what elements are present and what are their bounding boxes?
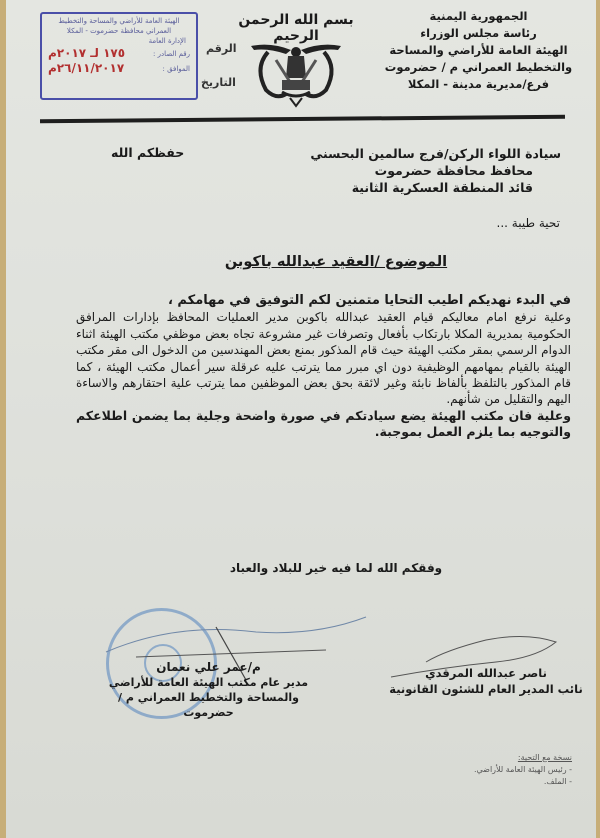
director-title-1: مدير عام مكتب الهيئة العامة للأراضي [108, 676, 309, 689]
header-divider [40, 115, 565, 124]
letterhead-line-3: الهيئة العامة للأراضي والمساحة [389, 43, 568, 57]
subject-line: الموضوع /العقيد عبدالله باكوبن [224, 254, 448, 270]
letter-page [6, 0, 596, 838]
closing-line: وفقكم الله لما فيه خير للبلاد والعباد [229, 561, 443, 575]
deputy-name: ناصر عبدالله المرقدي [425, 666, 547, 680]
addressee-block [261, 145, 561, 196]
addressee-line-1: سيادة اللواء الركن/فرج سالمين البحسني [310, 146, 561, 161]
signature-block-deputy [386, 665, 586, 697]
date-label: التاريخ [201, 76, 236, 89]
stamp-date-value: ٢٦/١١/٢٠١٧م [48, 61, 125, 75]
letterhead-line-4: والتخطيط العمراني م / حضرموت [384, 60, 573, 74]
basmala: بسم الله الرحمن الرحيم [238, 12, 354, 44]
stamp-line-3: الإدارة العامة [148, 37, 186, 45]
deputy-title: نائب المدير العام للشئون القانونية [389, 682, 583, 696]
honorific: حفظكم الله [111, 145, 185, 160]
copies-item-1: - رئيس الهيئة العامة للأراضي. [473, 765, 572, 774]
body-paragraph-2: وعلية فان مكتب الهيئة يضع سيادتكم في صورة واضحة وجلية بما يضمن اطلاعكم والتوجيه بما يلزم العمل بموجبة. [76, 407, 571, 440]
copies-item-2: - الملف. [543, 777, 572, 786]
director-title-2: والمساحة والتخطيط العمراني م / حضرموت [118, 691, 299, 719]
letterhead-line-1: الجمهورية اليمنية [429, 9, 528, 23]
copies-list [432, 752, 572, 788]
stamp-issued-label: رقم الصادر : [153, 49, 190, 58]
body-opening: في البدء نهديكم اطيب التحايا متمنين لكم التوفيق في مهامكم ، [167, 293, 571, 308]
yemen-emblem-icon [246, 38, 346, 108]
director-name: م/عمر علي نعمان [156, 660, 261, 674]
letterhead-line-5: فرع/مديرية مدينة - المكلا [407, 77, 550, 91]
letter-body [76, 293, 571, 441]
stamp-date-label: الموافق : [162, 64, 190, 73]
greeting: تحية طيبة ... [496, 216, 560, 230]
reference-number-label: الرقم [206, 42, 237, 55]
letterhead-block [381, 8, 576, 93]
registry-stamp [40, 12, 198, 100]
body-paragraph-1: وعلية نرفع امام معاليكم قيام العقيد عبدالله باكوبن مدير العمليات المحافظ بإدارات المرافق الحكومية بمديرية المكلا بارتكاب بأفعال وتصرفات غير مشروعة تجاه بعض موظفي مكتب الهيئة اثناء الدوام الرسمي بمقر مكتب الهيئة حيث قام المذكور بمنع بعض المهندسين من الدخول الى مقر مكتب الهيئة بالقيام بمهامهم الوظيفية دون اي مبرر مما يترتب عليه عرقلة سير أعمال مكتب الهيئة ، كما قام المذكور بالتلفظ بألفاظ نابئة وغير لائقة بحق بعض الموظفين مما يترتب علية احتقارهم والاساءة اليهم والتقليل من شأنهم. [76, 310, 571, 407]
signature-block-director [91, 660, 326, 720]
addressee-line-3: قائد المنطقة العسكرية الثانية [351, 180, 533, 195]
copies-title: نسخة مع التحية: [517, 753, 572, 762]
letterhead-line-2: رئاسة مجلس الوزراء [420, 26, 537, 40]
stamp-issued-value: ١٧٥ لـ ٢٠١٧م [48, 46, 126, 60]
addressee-line-2: محافظ محافظة حضرموت [374, 163, 533, 178]
stamp-line-1: الهيئة العامة للأراضي والمساحة والتخطيط [58, 17, 180, 25]
background-edge-right [596, 0, 600, 838]
stamp-line-2: العمراني محافظة حضرموت - المكلا [66, 27, 172, 35]
